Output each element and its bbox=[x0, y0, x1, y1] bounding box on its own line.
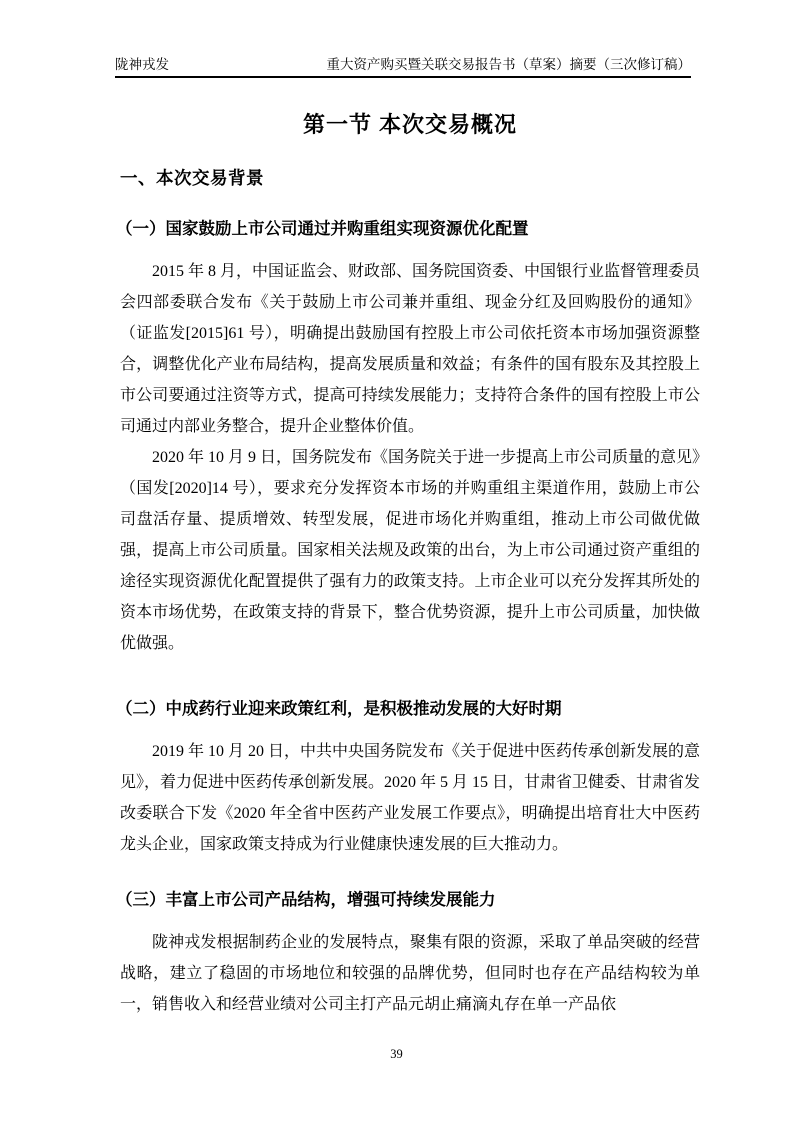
subsection-heading-1: （一）国家鼓励上市公司通过并购重组实现资源优化配置 bbox=[116, 220, 529, 238]
header-company-name: 陇神戎发 bbox=[115, 57, 169, 72]
section-heading-background: 一、本次交易背景 bbox=[120, 168, 264, 188]
paragraph: 陇神戎发根据制药企业的发展特点，聚集有限的资源，采取了单品突破的经营战略，建立了稳固的市场地位和较强的品牌优势，但同时也存在产品结构较为单一，销售收入和经营业绩对公司主打产品元胡止痛滴丸存在单一产品依 bbox=[120, 934, 700, 1013]
paragraph: 2015 年 8 月，中国证监会、财政部、国务院国资委、中国银行业监督管理委员会四部委联合发布《关于鼓励上市公司兼并重组、现金分红及回购股份的通知》（证监发[2015]61 号），明确提出鼓励国有控股上市公司依托资本市场加强资源整合，调整优化产业布局结构，提高发展质量和效益；有条件的国有股东及其控股上市公司要通过注资等方式，提高可持续发展能力；支持符合条件的国有控股上市公司通过内部业务整合，提升企业整体价值。 bbox=[120, 263, 701, 435]
paragraph: 2020 年 10 月 9 日，国务院发布《国务院关于进一步提高上市公司质量的意见》（国发[2020]14 号），要求充分发挥资本市场的并购重组主渠道作用，鼓励上市公司盘活存量、提质增效、转型发展，促进市场化并购重组，推动上市公司做优做强，提高上市公司质量。国家相关法规及政策的出台，为上市公司通过资产重组的途径实现资源优化配置提供了强有力的政策支持。上市企业可以充分发挥其所处的资本市场优势，在政策支持的背景下，整合优势资源，提升上市公司质量，加快做优做强。 bbox=[120, 449, 701, 652]
document-content bbox=[116, 77, 701, 1020]
chapter-title: 第一节 本次交易概况 bbox=[302, 112, 518, 137]
page-footer bbox=[0, 1047, 793, 1062]
page-header bbox=[115, 56, 691, 78]
paragraph: 2019 年 10 月 20 日，中共中央国务院发布《关于促进中医药传承创新发展的意见》，着力促进中医药传承创新发展。2020 年 5 月 15 日，甘肃省卫健委、甘肃省发改委联合下发《2020 年全省中医药产业发展工作要点》，明确提出培育壮大中医药龙头企业，国家政策支持成为行业健康快速发展的巨大推动力。 bbox=[120, 743, 701, 853]
page-number: 39 bbox=[390, 1047, 403, 1061]
subsection-heading-3: （三）丰富上市公司产品结构，增强可持续发展能力 bbox=[116, 891, 496, 909]
header-report-title: 重大资产购买暨关联交易报告书（草案）摘要（三次修订稿） bbox=[326, 57, 691, 72]
subsection-heading-2: （二）中成药行业迎来政策红利，是积极推动发展的大好时期 bbox=[116, 700, 562, 718]
